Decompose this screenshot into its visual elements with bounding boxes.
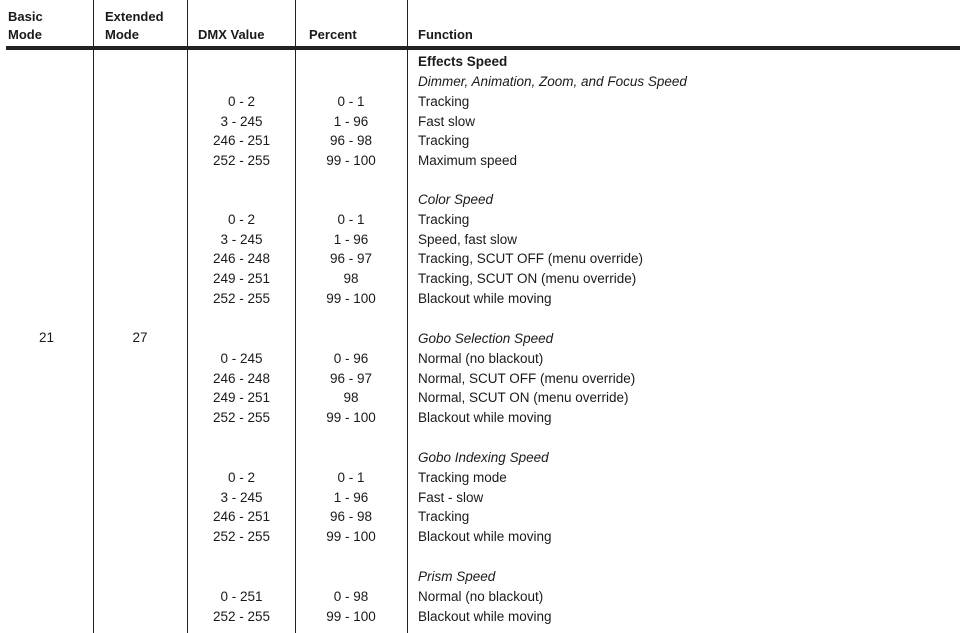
function-cell: Blackout while moving	[418, 410, 552, 426]
percent-cell: 0 - 98	[333, 588, 369, 604]
percent-cell: 98	[343, 390, 359, 406]
header-function: Function	[418, 27, 473, 42]
function-cell: Tracking, SCUT ON (menu override)	[418, 271, 637, 287]
percent-cell: 99 - 100	[326, 153, 376, 169]
function-cell: Maximum speed	[418, 153, 518, 169]
function-cell: Tracking mode	[418, 469, 507, 485]
dmx-value-cell: 252 - 255	[212, 153, 271, 169]
function-cell: Tracking, SCUT OFF (menu override)	[418, 251, 644, 267]
header-dmx-value: DMX Value	[198, 27, 265, 42]
section-heading: Dimmer, Animation, Zoom, and Focus Speed	[418, 74, 687, 89]
percent-cell: 0 - 96	[333, 350, 369, 366]
dmx-value-cell: 3 - 245	[220, 489, 263, 505]
function-cell: Normal, SCUT OFF (menu override)	[418, 370, 636, 386]
dmx-value-cell: 249 - 251	[212, 271, 271, 287]
function-cell: Blackout while moving	[418, 608, 552, 624]
dmx-value-cell: 246 - 251	[212, 509, 271, 525]
function-cell: Normal, SCUT ON (menu override)	[418, 390, 629, 406]
column-divider-4	[407, 0, 408, 633]
section-heading: Gobo Indexing Speed	[418, 450, 549, 465]
percent-cell: 0 - 1	[337, 211, 365, 227]
percent-cell: 96 - 98	[329, 509, 373, 525]
column-divider-1	[93, 0, 94, 633]
header-rule	[6, 46, 960, 50]
header-basic-mode-line2: Mode	[8, 27, 42, 42]
percent-cell: 98	[343, 271, 359, 287]
section-heading: Gobo Selection Speed	[418, 331, 554, 346]
dmx-value-cell: 252 - 255	[212, 608, 271, 624]
dmx-value-cell: 0 - 251	[220, 588, 263, 604]
dmx-value-cell: 252 - 255	[212, 410, 271, 426]
dmx-value-cell: 246 - 248	[212, 251, 271, 267]
extended-mode-value: 27	[132, 330, 148, 345]
dmx-value-cell: 0 - 245	[220, 350, 263, 366]
percent-cell: 1 - 96	[333, 231, 369, 247]
section-heading: Prism Speed	[418, 569, 496, 584]
percent-cell: 1 - 96	[333, 113, 369, 129]
dmx-value-cell: 3 - 245	[220, 113, 263, 129]
function-cell: Tracking	[418, 509, 470, 525]
percent-cell: 99 - 100	[326, 410, 376, 426]
percent-cell: 1 - 96	[333, 489, 369, 505]
effects-speed-title: Effects Speed	[418, 54, 508, 69]
basic-mode-value: 21	[38, 330, 55, 345]
percent-cell: 99 - 100	[326, 529, 376, 545]
function-cell: Speed, fast slow	[418, 231, 518, 247]
function-cell: Fast slow	[418, 113, 476, 129]
dmx-value-cell: 0 - 2	[227, 469, 255, 485]
percent-cell: 96 - 97	[329, 370, 373, 386]
column-divider-2	[187, 0, 188, 633]
function-cell: Tracking	[418, 133, 470, 149]
header-extended-mode-line2: Mode	[105, 27, 139, 42]
dmx-value-cell: 0 - 2	[227, 93, 255, 109]
dmx-value-cell: 3 - 245	[220, 231, 263, 247]
percent-cell: 0 - 1	[337, 469, 365, 485]
percent-cell: 99 - 100	[326, 291, 376, 306]
header-basic-mode-line1: Basic	[8, 9, 43, 24]
function-cell: Blackout while moving	[418, 529, 552, 545]
header-basic-mode	[8, 8, 43, 44]
section-heading: Color Speed	[418, 192, 494, 207]
function-cell: Blackout while moving	[418, 291, 552, 306]
function-cell: Normal (no blackout)	[418, 350, 544, 366]
function-cell: Tracking	[418, 93, 470, 109]
dmx-value-cell: 246 - 251	[212, 133, 271, 149]
dmx-value-cell: 0 - 2	[227, 211, 255, 227]
percent-cell: 96 - 97	[329, 251, 373, 267]
dmx-value-cell: 252 - 255	[212, 291, 271, 306]
header-percent: Percent	[309, 27, 357, 42]
dmx-value-cell: 249 - 251	[212, 390, 271, 406]
dmx-value-cell: 252 - 255	[212, 529, 271, 545]
function-cell: Normal (no blackout)	[418, 588, 544, 604]
function-cell: Tracking	[418, 211, 470, 227]
header-extended-mode-line1: Extended	[105, 9, 164, 24]
percent-cell: 99 - 100	[326, 608, 376, 624]
dmx-value-cell: 246 - 248	[212, 370, 271, 386]
percent-cell: 96 - 98	[329, 133, 373, 149]
percent-cell: 0 - 1	[337, 93, 365, 109]
header-extended-mode	[105, 8, 164, 44]
function-cell: Fast - slow	[418, 489, 484, 505]
